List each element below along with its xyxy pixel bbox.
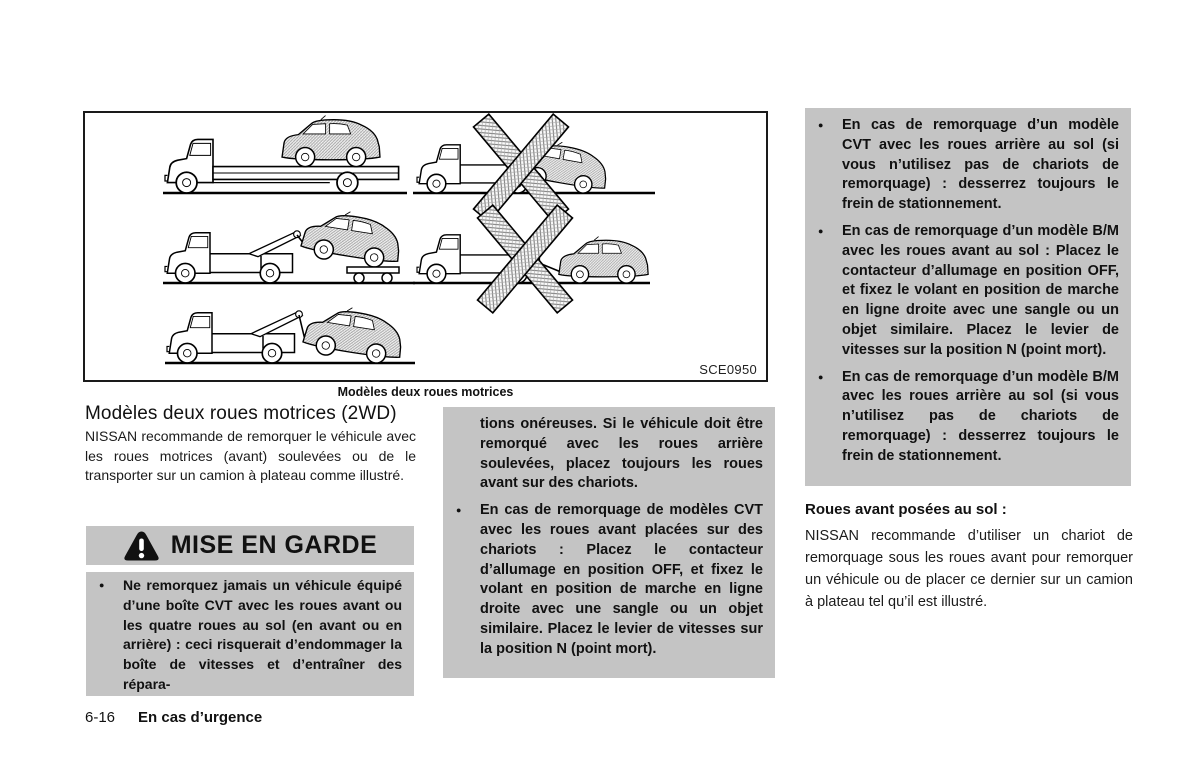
page-footer xyxy=(85,709,262,726)
figure-code: SCE0950 xyxy=(699,362,757,377)
warning-bullet-item xyxy=(805,116,1119,215)
warning-title: MISE EN GARDE xyxy=(170,531,378,559)
warning-bullet-text: Ne remorquez jamais un véhicule équipé d’une boîte CVT avec les roues avant ou les quatre roues au sol (en avant ou en arrière) : ceci risquerait d’endommager la boîte de vitesses et d’entraîner des répara- xyxy=(123,577,402,692)
scene-front-lift-dolly-correct xyxy=(163,205,415,283)
scene-front-lift-correct xyxy=(165,301,415,367)
towing-methods-figure xyxy=(83,111,768,382)
intro-paragraph: NISSAN recommande de remorquer le véhicule avec les roues motrices (avant) soulevées ou de le transporter sur un camion à plateau comme illustré. xyxy=(85,428,416,484)
bullet-marker: ● xyxy=(99,580,105,590)
scene-rear-wheels-ground-crossed xyxy=(413,114,655,222)
warning-bullet-text: En cas de remorquage d’un modèle B/M avec les roues avant au sol : Placez le contacteur d’allumage en position OFF, et fixez le volant en position de marche en ligne droite avec une sangle ou un objet similaire. Placez le levier de vitesses sur la position N (point mort). xyxy=(842,222,1119,358)
warning-triangle-icon xyxy=(123,530,160,562)
warning-box-right xyxy=(805,108,1131,486)
warning-bullet-item xyxy=(805,368,1119,467)
warning-box-left xyxy=(86,572,414,696)
warning-header xyxy=(86,526,414,565)
warning-bullet-item xyxy=(443,501,763,659)
bullet-marker: ● xyxy=(818,225,824,236)
front-wheels-on-ground-paragraph: NISSAN recommande d’utiliser un chariot de remorquage sous les roues avant pour remorquer un véhicule ou de placer ce dernier sur un camion à plateau tel qu’il est illustré. xyxy=(805,528,1133,610)
front-wheels-on-ground-subheading: Roues avant posées au sol : xyxy=(805,501,1007,518)
figure-caption: Modèles deux roues motrices xyxy=(337,385,514,399)
bullet-marker: ● xyxy=(818,120,824,130)
warning-continuation-text: tions onéreuses. Si le véhicule doit être remorqué avec les roues arrière soulevées, placez toujours les roues avant sur des chariots. xyxy=(480,416,763,492)
bullet-marker: ● xyxy=(456,505,462,516)
section-heading: Modèles deux roues motrices (2WD) xyxy=(85,403,397,424)
warning-box-middle xyxy=(443,407,775,678)
warning-bullet-text: En cas de remorquage d’un modèle CVT avec les roues arrière au sol (si vous n’utilisez pas de chariots de remorquage) : desserrez toujours le frein de stationnement. xyxy=(842,117,1119,213)
bullet-marker: ● xyxy=(818,371,824,382)
warning-bullet-text: En cas de remorquage d’un modèle B/M avec les roues arrière au sol (si vous n’utilisez pas de chariots de remorquage) : desserrez toujours le frein de stationnement. xyxy=(842,368,1119,464)
towing-illustration xyxy=(85,113,766,380)
warning-bullet-text: En cas de remorquage de modèles CVT avec les roues avant placées sur des chariots : Placez le contacteur d’allumage en position OFF, et fixez le volant en position de marche en ligne droite avec une sangle ou un objet similaire. Placez le levier de vitesses sur la position N (point mort). xyxy=(480,502,763,657)
footer-section-title: En cas d’urgence xyxy=(138,709,263,726)
warning-bullet-item xyxy=(86,576,402,695)
page-number: 6-16 xyxy=(85,709,116,726)
scene-all-wheels-ground-crossed xyxy=(413,205,650,313)
warning-bullet-item xyxy=(805,222,1119,361)
scene-flatbed-correct xyxy=(163,116,407,193)
